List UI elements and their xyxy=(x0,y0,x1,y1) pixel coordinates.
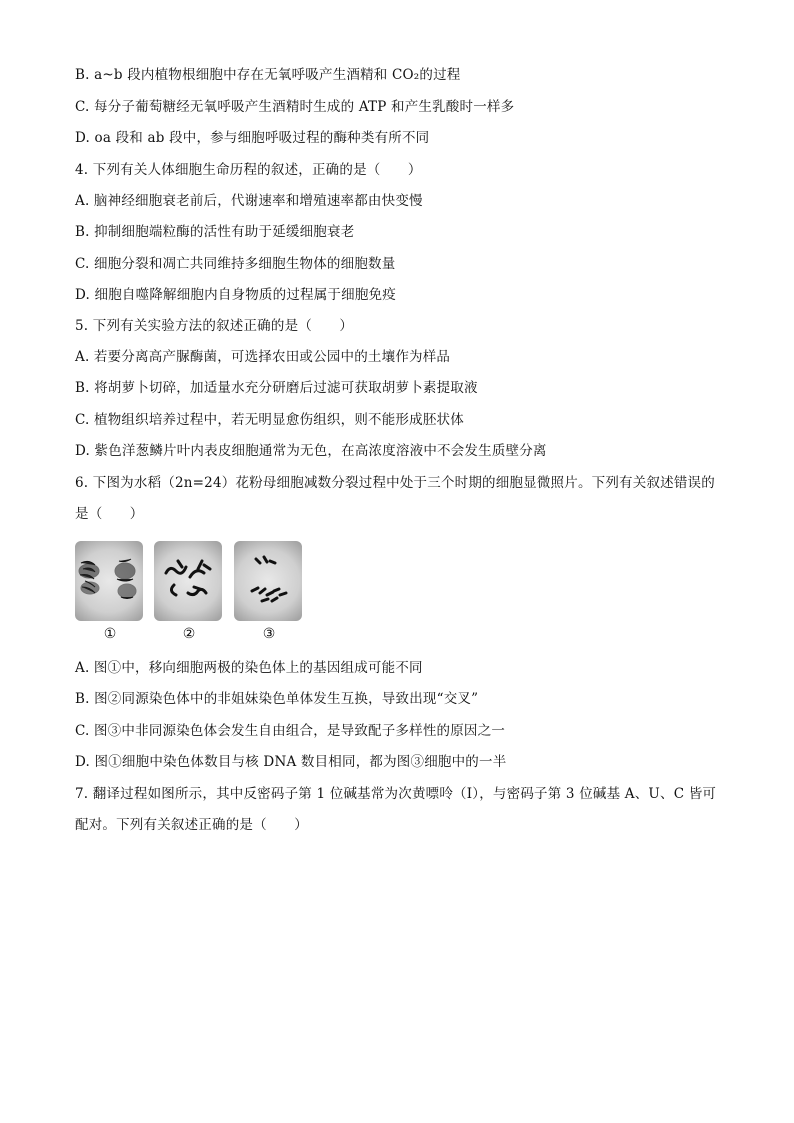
question-6: 6. 下图为水稻（2n=24）花粉母细胞减数分裂过程中处于三个时期的细胞显微照片。下列有关叙述错误的 xyxy=(75,475,715,491)
caption-2: ② xyxy=(182,626,196,642)
q4-option-d: D. 细胞自噬降解细胞内自身物质的过程属于细胞免疫 xyxy=(75,287,396,303)
line-3: D. oa 段和 ab 段中，参与细胞呼吸过程的酶种类有所不同 xyxy=(75,130,430,146)
q4-option-c: C. 细胞分裂和凋亡共同维持多细胞生物体的细胞数量 xyxy=(75,256,396,272)
q5-option-b: B. 将胡萝卜切碎，加适量水充分研磨后过滤可获取胡萝卜素提取液 xyxy=(75,380,478,396)
question-6-cont: 是（ ） xyxy=(75,506,144,522)
line-2: C. 每分子葡萄糖经无氧呼吸产生酒精时生成的 ATP 和产生乳酸时一样多 xyxy=(75,99,515,115)
question-4: 4. 下列有关人体细胞生命历程的叙述，正确的是（ ） xyxy=(75,162,422,178)
line-1: B. a~b 段内植物根细胞中存在无氧呼吸产生酒精和 CO₂的过程 xyxy=(75,67,461,83)
q6-option-b: B. 图②同源染色体中的非姐妹染色单体发生互换，导致出现“交叉” xyxy=(75,691,479,707)
q5-option-c: C. 植物组织培养过程中，若无明显愈伤组织，则不能形成胚状体 xyxy=(75,412,464,428)
caption-1: ① xyxy=(103,626,117,642)
micrograph-1 xyxy=(75,541,143,621)
question-5: 5. 下列有关实验方法的叙述正确的是（ ） xyxy=(75,318,354,334)
question-7-cont: 配对。下列有关叙述正确的是（ ） xyxy=(75,817,308,833)
micrograph-2 xyxy=(154,541,222,621)
q4-option-a: A. 脑神经细胞衰老前后，代谢速率和增殖速率都由快变慢 xyxy=(75,193,423,209)
q5-option-a: A. 若要分离高产脲酶菌，可选择农田或公园中的土壤作为样品 xyxy=(75,349,451,365)
q6-option-a: A. 图①中，移向细胞两极的染色体上的基因组成可能不同 xyxy=(75,660,423,676)
micrograph-3 xyxy=(234,541,302,621)
q6-option-d: D. 图①细胞中染色体数目与核 DNA 数目相同，都为图③细胞中的一半 xyxy=(75,754,507,770)
q4-option-b: B. 抑制细胞端粒酶的活性有助于延缓细胞衰老 xyxy=(75,224,355,240)
caption-3: ③ xyxy=(262,626,276,642)
q5-option-d: D. 紫色洋葱鳞片叶内表皮细胞通常为无色，在高浓度溶液中不会发生质壁分离 xyxy=(75,443,547,459)
q6-option-c: C. 图③中非同源染色体会发生自由组合，是导致配子多样性的原因之一 xyxy=(75,723,506,739)
question-7: 7. 翻译过程如图所示，其中反密码子第 1 位碱基常为次黄嘌呤（I），与密码子第 3 位碱基 A、U、C 皆可 xyxy=(75,786,717,802)
